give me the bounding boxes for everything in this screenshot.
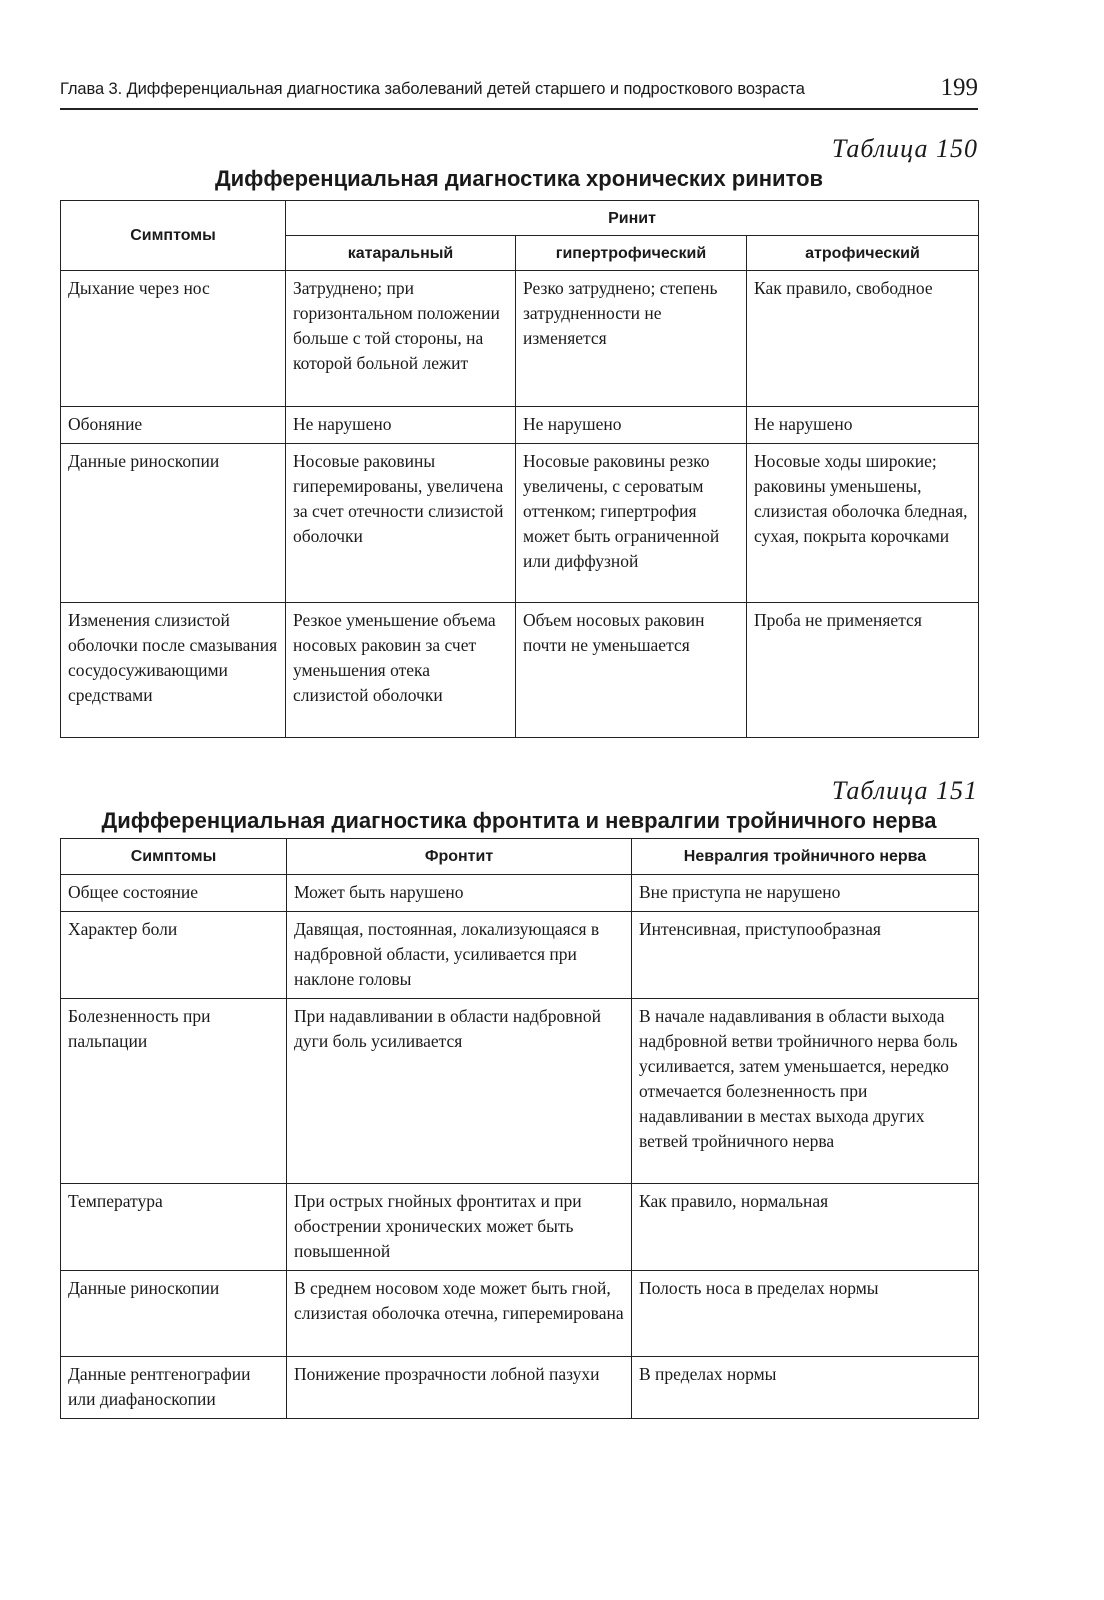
header-neuralgia: Невралгия тройничного нерва (632, 839, 979, 875)
table-row (61, 1271, 979, 1357)
catarrhal-cell: Резкое уменьшение объема носовых раковин за счет уменьшения отека слизистой оболочки (286, 603, 516, 738)
neuralgia-cell: Вне приступа не нарушено (632, 875, 979, 912)
table-150 (60, 200, 979, 738)
catarrhal-cell: Носовые раковины гиперемированы, увеличена за счет отечности слизистой оболочки (286, 444, 516, 603)
table-151-number: Таблица 151 (831, 776, 978, 805)
page-number: 199 (940, 74, 978, 101)
atrophic-cell: Проба не применяется (747, 603, 979, 738)
neuralgia-cell: Как правило, нормальная (632, 1184, 979, 1271)
table-row (61, 875, 979, 912)
atrophic-cell: Носовые ходы широкие; раковины уменьшены, слизистая оболочка бледная, сухая, покрыта корочками (747, 444, 979, 603)
table-header-row (61, 839, 979, 875)
running-title: Глава 3. Дифференциальная диагностика заболеваний детей старшего и подросткового возраста (60, 80, 805, 98)
table-row (61, 271, 979, 407)
symptom-cell: Данные рентгенографии или диафаноскопии (61, 1357, 287, 1419)
header-frontitis: Фронтит (287, 839, 632, 875)
symptom-cell: Данные риноскопии (61, 1271, 287, 1357)
header-symptoms: Симптомы (61, 201, 286, 271)
hypertrophic-cell: Резко затруднено; степень затрудненности не изменяется (516, 271, 747, 407)
table-150-title: Дифференциальная диагностика хронических ринитов (214, 166, 824, 191)
hypertrophic-cell: Объем носовых раковин почти не уменьшается (516, 603, 747, 738)
frontitis-cell: При надавливании в области надбровной дуги боль усиливается (287, 999, 632, 1184)
catarrhal-cell: Не нарушено (286, 407, 516, 444)
table-row (61, 912, 979, 999)
atrophic-cell: Как правило, свободное (747, 271, 979, 407)
hypertrophic-cell: Не нарушено (516, 407, 747, 444)
table-row (61, 1357, 979, 1419)
running-header (60, 74, 978, 110)
table-row (61, 407, 979, 444)
symptom-cell: Общее состояние (61, 875, 287, 912)
frontitis-cell: Понижение прозрачности лобной пазухи (287, 1357, 632, 1419)
frontitis-cell: В среднем носовом ходе может быть гной, слизистая оболочка отечна, гиперемирована (287, 1271, 632, 1357)
frontitis-cell: Может быть нарушено (287, 875, 632, 912)
symptom-cell: Обоняние (61, 407, 286, 444)
header-rhinitis: Ринит (286, 201, 979, 236)
symptom-cell: Температура (61, 1184, 287, 1271)
neuralgia-cell: В начале надавливания в области выхода надбровной ветви тройничного нерва боль усиливается, затем уменьшается, нередко отмечается болезненность при надавливании в местах выхода других ветвей тройничного нерва (632, 999, 979, 1184)
symptom-cell: Болезненность при пальпации (61, 999, 287, 1184)
catarrhal-cell: Затруднено; при горизонтальном положении больше с той стороны, на которой больной лежит (286, 271, 516, 407)
table-151 (60, 838, 979, 1419)
table-header-row (61, 201, 979, 236)
frontitis-cell: При острых гнойных фронтитах и при обострении хронических может быть повышенной (287, 1184, 632, 1271)
table-150-number: Таблица 150 (831, 134, 978, 163)
neuralgia-cell: Интенсивная, приступообразная (632, 912, 979, 999)
header-symptoms: Симптомы (61, 839, 287, 875)
table-151-title: Дифференциальная диагностика фронтита и невралгии тройничного нерва (101, 808, 937, 833)
table-row (61, 444, 979, 603)
hypertrophic-cell: Носовые раковины резко увеличены, с сероватым оттенком; гипертрофия может быть ограниченной или диффузной (516, 444, 747, 603)
header-catarrhal: катаральный (286, 236, 516, 271)
symptom-cell: Дыхание через нос (61, 271, 286, 407)
symptom-cell: Изменения слизистой оболочки после смазывания сосудосуживающими средствами (61, 603, 286, 738)
table-row (61, 1184, 979, 1271)
symptom-cell: Характер боли (61, 912, 287, 999)
neuralgia-cell: Полость носа в пределах нормы (632, 1271, 979, 1357)
header-hypertrophic: гипертрофический (516, 236, 747, 271)
table-row (61, 999, 979, 1184)
header-atrophic: атрофический (747, 236, 979, 271)
table-row (61, 603, 979, 738)
neuralgia-cell: В пределах нормы (632, 1357, 979, 1419)
frontitis-cell: Давящая, постоянная, локализующаяся в надбровной области, усиливается при наклоне головы (287, 912, 632, 999)
symptom-cell: Данные риноскопии (61, 444, 286, 603)
atrophic-cell: Не нарушено (747, 407, 979, 444)
